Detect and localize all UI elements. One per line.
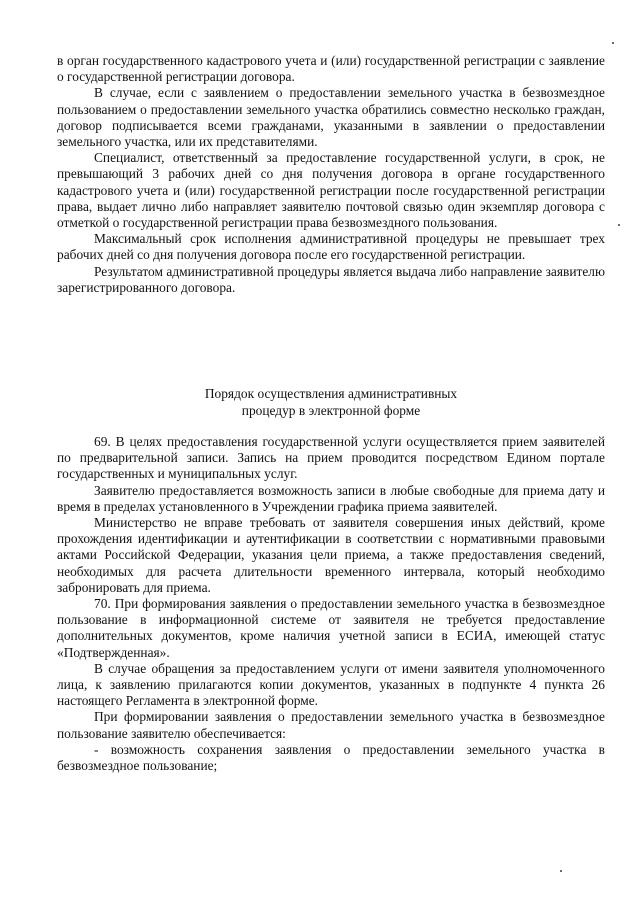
- paragraph: Максимальный срок исполнения административной процедуры не превышает трех рабочих дней со дня получения договора после его государственной регистрации.: [57, 231, 605, 263]
- paragraph: - возможность сохранения заявления о предоставлении земельного участка в безвозмездное пользование;: [57, 741, 605, 774]
- section-heading-line: Порядок осуществления административных: [204, 386, 458, 401]
- paragraph: в орган государственного кадастрового учета и (или) государственной регистрации с заявление о государственной регистрации договора.: [57, 53, 605, 85]
- section-heading-line: процедур в электронной форме: [241, 403, 421, 418]
- paragraph: Министерство не вправе требовать от заявителя совершения иных действий, кроме прохождения идентификации и аутентификации в соответствии с нормативными правовыми актами Российской Федерации, указания цели приема, а также предоставления сведений, необходимых для расчета длительности временного интервала, который необходимо забронировать для приема.: [57, 515, 605, 595]
- paragraph: В случае обращения за предоставлением услуги от имени заявителя уполномоченного лица, к заявлению прилагаются копии документов, указанных в подпункте 4 пункта 26 настоящего Регламента в электронной форме.: [57, 660, 605, 709]
- text-block-bottom: [57, 434, 605, 774]
- paragraph: 69. В целях предоставления государственной услуги осуществляется прием заявителей по предварительной записи. Запись на прием проводится посредством Едином портале государственных и муниципальных услуг.: [57, 434, 605, 482]
- paragraph: Результатом административной процедуры является выдача либо направление заявителю зарегистрированного договора.: [57, 263, 605, 295]
- text-block-top: [57, 53, 605, 296]
- paragraph: В случае, если с заявлением о предоставлении земельного участка в безвозмездное пользованием о предоставлении земельного участка обратились совместно несколько граждан, договор подписывается всеми гражданами, указанными в заявлении о предоставлении земельного участка, или их представителями.: [57, 85, 605, 150]
- paragraph: Специалист, ответственный за предоставление государственной услуги, в срок, не превышающий 3 рабочих дней со дня получения договора в органе государственного кадастрового учета и (или) государственной регистрации после государственной регистрации права, выдает лично либо направляет заявителю почтовой связью один экземпляр договора с отметкой о государственной регистрации права безвозмездного пользования.: [57, 150, 605, 231]
- scan-speck: [618, 224, 620, 226]
- section-heading: [57, 385, 605, 419]
- scan-speck: [560, 870, 562, 872]
- scan-speck: [612, 42, 614, 44]
- paragraph: При формировании заявления о предоставлении земельного участка в безвозмездное пользование заявителю обеспечивается:: [57, 709, 605, 741]
- paragraph: 70. При формирования заявления о предоставлении земельного участка в безвозмездное пользование в информационной системе от заявителя не требуется предоставление дополнительных документов, кроме наличия учетной записи в ЕСИА, имеющей статус «Подтвержденная».: [57, 596, 605, 660]
- paragraph: Заявителю предоставляется возможность записи в любые свободные для приема дату и время в пределах установленного в Учреждении графика приема заявителей.: [57, 482, 605, 514]
